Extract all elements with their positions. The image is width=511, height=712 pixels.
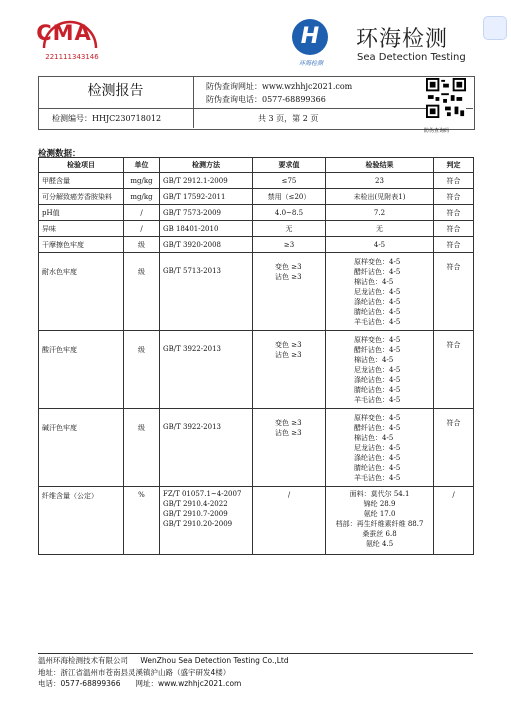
column-header: 检验结果 — [326, 158, 434, 173]
requirement-cell: 4.0~8.5 — [253, 205, 326, 221]
item-cell: pH值 — [39, 205, 124, 221]
item-cell: 可分解致癌芳香胺染料 — [39, 189, 124, 205]
unit-cell: / — [124, 221, 160, 237]
result-line: 醋纤沾色：4-5 — [354, 345, 401, 354]
table-row — [39, 237, 474, 253]
requirement-line: 沾色 ≥3 — [275, 351, 302, 359]
result-cell — [326, 331, 434, 409]
result-line: 醋纤沾色：4-5 — [354, 423, 401, 432]
requirement-cell: ≤75 — [253, 173, 326, 189]
result-cell — [326, 253, 434, 331]
result-line: 氨纶 4.5 — [365, 540, 394, 548]
requirement-line: 变色 ≥3 — [275, 341, 302, 349]
method-line: GB/T 2910.20-2009 — [163, 520, 233, 528]
column-header: 要求值 — [253, 158, 326, 173]
table-row — [39, 487, 474, 555]
result-line: 锦纶 28.9 — [363, 500, 396, 508]
method-line: FZ/T 01057.1~4-2007 — [163, 490, 242, 498]
result-line: 腈纶沾色：4-5 — [354, 463, 401, 472]
table-header-row — [39, 158, 474, 173]
unit-cell: 级 — [124, 409, 160, 487]
footer-address: 地址：浙江省温州市苍南县灵溪镇沪山路（盛宇研发4楼） — [38, 668, 231, 677]
result-line: 涤纶沾色：4-5 — [354, 375, 401, 384]
unit-cell: mg/kg — [124, 173, 160, 189]
method-cell — [160, 487, 253, 555]
method-cell: GB 18401-2010 — [160, 221, 253, 237]
requirement-cell: / — [253, 487, 326, 555]
table-row — [39, 205, 474, 221]
item-cell: 异味 — [39, 221, 124, 237]
method-cell: GB/T 3922-2013 — [160, 331, 253, 409]
result-line: 腈纶沾色：4-5 — [354, 385, 401, 394]
result-line: 涤纶沾色：4-5 — [354, 297, 401, 306]
method-cell: GB/T 2912.1-2009 — [160, 173, 253, 189]
unit-cell: mg/kg — [124, 189, 160, 205]
method-line: GB/T 2910.4-2022 — [163, 500, 228, 508]
table-row — [39, 253, 474, 331]
result-cell — [326, 487, 434, 555]
verdict-cell: / — [434, 487, 474, 555]
qr-caption: 防伪查询码 — [424, 128, 450, 134]
unit-cell: 级 — [124, 253, 160, 331]
requirement-cell — [253, 409, 326, 487]
result-line: 尼龙沾色：4-5 — [354, 443, 401, 452]
result-line: 原样变色：4-5 — [354, 413, 401, 422]
cma-mark: CMA — [36, 21, 92, 45]
method-cell: GB/T 3922-2013 — [160, 409, 253, 487]
footer-company-en: WenZhou Sea Detection Testing Co.,Ltd — [140, 656, 289, 665]
result-line: 醋纤沾色：4-5 — [354, 267, 401, 276]
requirement-cell — [253, 253, 326, 331]
column-header: 检测方法 — [160, 158, 253, 173]
table-row — [39, 331, 474, 409]
item-cell: 酸汗色牢度 — [39, 331, 124, 409]
result-line: 羊毛沾色：4-5 — [354, 317, 401, 326]
result-line: 棉沾色：4-5 — [354, 433, 394, 442]
item-cell: 耐水色牢度 — [39, 253, 124, 331]
table-row — [39, 173, 474, 189]
requirement-cell — [253, 331, 326, 409]
page-count: 共 3 页，第 2 页 — [258, 114, 319, 123]
result-line: 尼龙沾色：4-5 — [354, 365, 401, 374]
requirement-cell: 禁用（≤20） — [253, 189, 326, 205]
result-line: 羊毛沾色：4-5 — [354, 395, 401, 404]
method-cell: GB/T 7573-2009 — [160, 205, 253, 221]
requirement-cell: 无 — [253, 221, 326, 237]
verdict-cell: 符合 — [434, 221, 474, 237]
result-line: 尼龙沾色：4-5 — [354, 287, 401, 296]
result-line: 棉沾色：4-5 — [354, 355, 394, 364]
verdict-cell: 符合 — [434, 189, 474, 205]
result-line: 原样变色：4-5 — [354, 257, 401, 266]
result-cell: 未检出(见附表1) — [326, 189, 434, 205]
result-line: 棉沾色：4-5 — [354, 277, 394, 286]
result-line: 桑蚕丝 6.8 — [362, 530, 397, 538]
divider — [38, 108, 473, 109]
company-name-cn: 环海检测 — [356, 27, 449, 52]
item-cell: 纤维含量（公定） — [39, 487, 124, 555]
result-cell: 23 — [326, 173, 434, 189]
test-data-table — [38, 157, 474, 555]
divider — [193, 76, 194, 128]
result-line: 面料：莫代尔 54.1 — [349, 490, 410, 498]
item-cell: 干摩擦色牢度 — [39, 237, 124, 253]
result-line: 原样变色：4-5 — [354, 335, 401, 344]
result-cell: 无 — [326, 221, 434, 237]
footer-company-cn: 温州环海检测技术有限公司 — [38, 656, 128, 665]
result-line: 涤纶沾色：4-5 — [354, 453, 401, 462]
result-cell — [326, 409, 434, 487]
result-line: 档部：再生纤维素纤维 88.7 — [335, 520, 424, 528]
unit-cell: 级 — [124, 237, 160, 253]
footer-company — [38, 655, 289, 666]
requirement-cell: ≥3 — [253, 237, 326, 253]
verdict-cell: 符合 — [434, 409, 474, 487]
report-number: 检测编号：HHJC230718012 — [52, 114, 162, 123]
unit-cell: 级 — [124, 331, 160, 409]
requirement-line: 变色 ≥3 — [275, 263, 302, 271]
footer-divider — [38, 653, 473, 654]
table-row — [39, 409, 474, 487]
table-row — [39, 189, 474, 205]
method-cell: GB/T 3920-2008 — [160, 237, 253, 253]
company-logo-text: 环海检测 — [298, 60, 323, 67]
method-line: GB/T 2910.7-2009 — [163, 510, 228, 518]
method-cell: GB/T 5713-2013 — [160, 253, 253, 331]
footer-contact: 电话：0577-68899366 网址：www.wzhhjc2021.com — [38, 679, 242, 688]
verdict-cell: 符合 — [434, 173, 474, 189]
report-title: 检测报告 — [87, 83, 144, 99]
result-line: 氨纶 17.0 — [363, 510, 396, 518]
anti-fake-phone: 防伪查询电话：0577-68899366 — [206, 95, 326, 104]
section-title: 检测数据： — [38, 149, 81, 159]
table-row — [39, 221, 474, 237]
result-line: 羊毛沾色：4-5 — [354, 473, 401, 482]
column-header: 判定 — [434, 158, 474, 173]
anti-fake-site: 防伪查询网址：www.wzhhjc2021.com — [206, 82, 353, 91]
item-cell: 碱汗色牢度 — [39, 409, 124, 487]
translate-icon[interactable] — [483, 16, 507, 40]
requirement-line: 变色 ≥3 — [275, 419, 302, 427]
cma-number: 221111343146 — [45, 53, 99, 61]
result-cell: 4-5 — [326, 237, 434, 253]
verdict-cell: 符合 — [434, 205, 474, 221]
company-logo-icon: H — [292, 19, 328, 55]
unit-cell: / — [124, 205, 160, 221]
requirement-line: 沾色 ≥3 — [275, 429, 302, 437]
column-header: 检验项目 — [39, 158, 124, 173]
result-cell: 7.2 — [326, 205, 434, 221]
unit-cell: % — [124, 487, 160, 555]
qr-code-icon — [426, 78, 466, 118]
column-header: 单位 — [124, 158, 160, 173]
verdict-cell: 符合 — [434, 331, 474, 409]
item-cell: 甲醛含量 — [39, 173, 124, 189]
requirement-line: 沾色 ≥3 — [275, 273, 302, 281]
verdict-cell: 符合 — [434, 253, 474, 331]
result-line: 腈纶沾色：4-5 — [354, 307, 401, 316]
verdict-cell: 符合 — [434, 237, 474, 253]
company-name-en: Sea Detection Testing — [357, 52, 466, 63]
method-cell: GB/T 17592-2011 — [160, 189, 253, 205]
